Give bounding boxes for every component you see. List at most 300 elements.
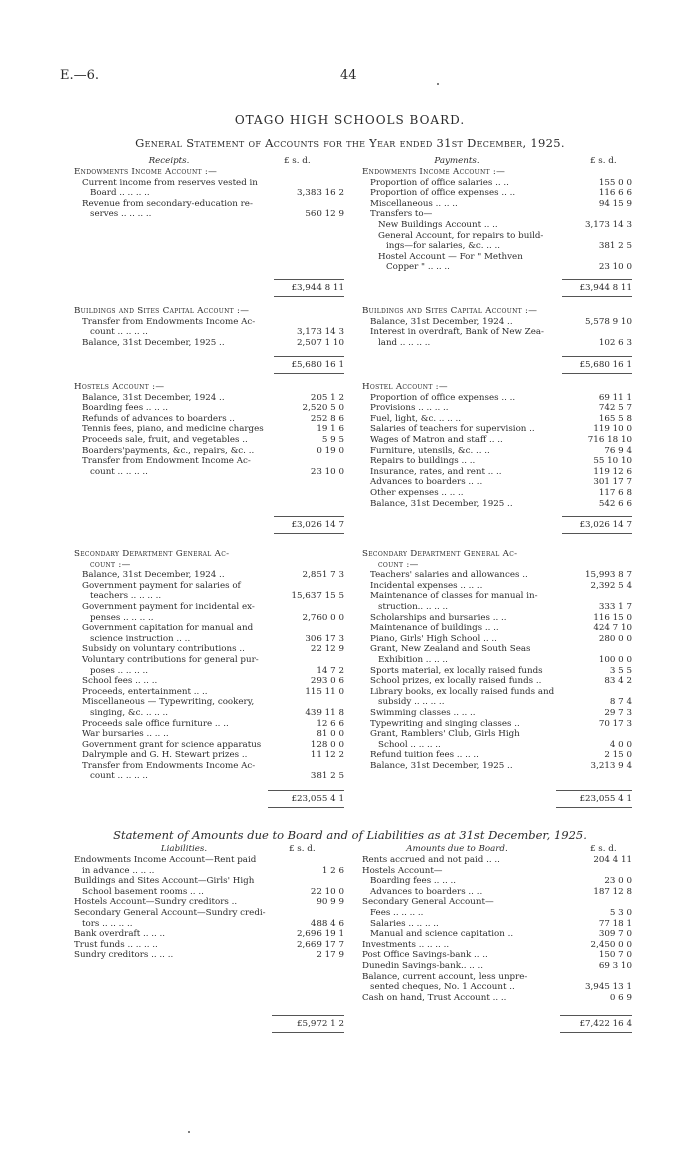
ledger-item-description: Proceeds sale office furniture .. ..	[82, 718, 229, 729]
ledger-row	[74, 687, 344, 698]
ledger-item-description: Sports material, ex locally raised funds	[370, 665, 543, 676]
payments-total-endowments: £3,944 8 11	[562, 279, 632, 297]
ledger-row	[362, 708, 632, 719]
ledger-item-amount: 5 9 5	[321, 434, 344, 445]
ledger-item-amount: 15,637 15 5	[291, 591, 344, 602]
amounts-due-total: £7,422 16 4	[560, 1015, 632, 1033]
ledger-row	[362, 961, 632, 972]
ledger-row	[74, 676, 344, 687]
liabilities-header	[74, 844, 344, 855]
ledger-item-amount: 94 15 9	[598, 198, 632, 209]
ledger-item-amount: 204 4 11	[593, 855, 632, 865]
ledger-item-description: Current income from reserves vested in	[82, 177, 258, 188]
ledger-item-description: poses .. .. .. ..	[90, 665, 148, 676]
ledger-row	[362, 687, 632, 698]
ledger-row	[74, 887, 344, 898]
ledger-item-description: Advances to boarders .. ..	[370, 477, 483, 488]
ledger-item-description: Endowments Income Account :—	[74, 167, 218, 177]
ledger-item-description: Manual and science capitation ..	[370, 929, 514, 940]
ledger-item-description: Balance, 31st December, 1925 ..	[370, 498, 513, 509]
ledger-item-amount: 2,520 5 0	[302, 403, 344, 414]
ledger-item-description: Swimming classes .. .. ..	[370, 707, 476, 718]
payments-hostel	[362, 382, 632, 509]
print-mark	[188, 1131, 190, 1133]
ledger-item-amount: 11 12 2	[310, 750, 344, 761]
page-header	[0, 68, 700, 84]
ledger-item-amount: 119 10 0	[593, 424, 632, 435]
payments-total-buildings: £5,680 16 1	[562, 356, 632, 374]
ledger-item-amount: 306 17 3	[305, 633, 344, 644]
ledger-row	[74, 435, 344, 446]
ledger-item-amount: 542 6 6	[598, 498, 632, 509]
ledger-item-amount: 22 10 0	[310, 886, 344, 897]
ledger-item-amount: 1 2 6	[321, 865, 344, 876]
ledger-row	[362, 167, 632, 178]
ledger-item-description: ings—for salaries, &c. .. ..	[386, 241, 501, 252]
ledger-row	[74, 655, 344, 666]
ledger-row	[74, 456, 344, 467]
ledger-row	[74, 199, 344, 210]
ledger-item-description: Refunds of advances to boarders ..	[82, 413, 235, 424]
ledger-item-amount: 115 11 0	[305, 686, 344, 697]
ledger-item-amount: 69 11 1	[598, 392, 632, 403]
ledger-item-amount: 119 12 6	[593, 466, 632, 477]
ledger-item-description: Salaries .. .. .. ..	[370, 918, 439, 929]
ledger-row	[362, 993, 632, 1004]
ledger-item-description: School .. .. .. ..	[378, 739, 441, 750]
ledger-item-description: Balance, current account, less unpre-	[362, 971, 528, 982]
ledger-row	[74, 424, 344, 435]
ledger-item-description: Scholarships and bursaries .. ..	[370, 612, 507, 623]
ledger-row	[74, 209, 344, 220]
ledger-item-amount: 560 12 9	[305, 209, 344, 220]
ledger-item-description: Typewriting and singing classes ..	[370, 718, 520, 729]
ledger-item-amount: 2,851 7 3	[302, 570, 344, 581]
ledger-item-amount: 3,383 16 2	[297, 188, 344, 199]
ledger-item-amount: 301 17 7	[593, 477, 632, 488]
ledger-item-description: Fees .. .. .. ..	[370, 907, 424, 918]
ledger-item-description: Transfer from Endowments Income Ac-	[82, 316, 256, 327]
print-mark	[437, 83, 439, 85]
ledger-item-description: Proportion of office salaries .. ..	[370, 177, 509, 188]
ledger-item-description: Endowments Income Account :—	[362, 167, 506, 177]
ledger-row	[362, 306, 632, 317]
ledger-item-amount: 4 0 0	[609, 739, 632, 750]
ledger-item-description: Balance, 31st December, 1924 ..	[82, 570, 225, 581]
ledger-row	[74, 644, 344, 655]
ledger-row	[74, 708, 344, 719]
ledger-item-description: War bursaries .. .. ..	[82, 729, 169, 740]
ledger-row	[362, 549, 632, 560]
ledger-item-description: Hostels Account—Sundry creditors ..	[74, 897, 238, 908]
ledger-item-amount: 90 9 9	[316, 897, 344, 908]
ledger-row	[74, 750, 344, 761]
ledger-item-amount: 716 18 10	[587, 434, 632, 445]
ledger-item-description: Teachers' salaries and allowances ..	[370, 570, 528, 581]
ledger-item-amount: 128 0 0	[310, 739, 344, 750]
ledger-row	[362, 560, 632, 571]
ledger-row	[74, 623, 344, 634]
ledger-row	[74, 338, 344, 349]
ledger-row	[362, 644, 632, 655]
ledger-item-description: Grant, Ramblers' Club, Girls High	[370, 729, 520, 740]
receipts-header	[74, 156, 344, 167]
ledger-item-amount: 280 0 0	[598, 633, 632, 644]
ledger-item-description: Grant, New Zealand and South Seas	[370, 644, 531, 655]
ledger-row	[362, 761, 632, 772]
ledger-item-amount: 0 6 9	[609, 992, 632, 1003]
ledger-item-description: Balance, 31st December, 1925 ..	[370, 760, 513, 771]
ledger-row	[362, 972, 632, 983]
ledger-row	[362, 897, 632, 908]
ledger-row	[362, 317, 632, 328]
ledger-item-amount: 23 0 0	[604, 876, 632, 887]
ledger-row	[74, 729, 344, 740]
ledger-item-description: Subsidy on voluntary contributions ..	[82, 644, 245, 655]
ledger-item-description: Government capitation for manual and	[82, 623, 254, 634]
ledger-row	[74, 908, 344, 919]
ledger-item-description: Buildings and Sites Capital Account :—	[362, 306, 538, 316]
ledger-item-description: Endowments Income Account—Rent paid	[74, 855, 257, 865]
ledger-row	[74, 560, 344, 571]
ledger-row	[74, 403, 344, 414]
ledger-item-description: Bank overdraft .. .. ..	[74, 929, 166, 940]
ledger-item-description: Rents accrued and not paid .. ..	[362, 855, 500, 865]
ledger-item-amount: 150 7 0	[598, 950, 632, 961]
ledger-row	[362, 209, 632, 220]
payments-money-header: £ s. d.	[590, 156, 617, 166]
ledger-row	[362, 866, 632, 877]
ledger-item-amount: 2 15 0	[604, 750, 632, 761]
ledger-item-amount: 309 7 0	[598, 929, 632, 940]
ledger-item-amount: 3,173 14 3	[585, 219, 632, 230]
ledger-row	[362, 581, 632, 592]
ledger-row	[362, 623, 632, 634]
ledger-row	[74, 327, 344, 338]
ledger-item-amount: 155 0 0	[598, 177, 632, 188]
ledger-row	[74, 897, 344, 908]
ledger-item-description: School basement rooms .. ..	[82, 886, 204, 897]
ledger-row	[74, 178, 344, 189]
ledger-row	[362, 188, 632, 199]
ledger-row	[362, 908, 632, 919]
receipts-endowments	[74, 167, 344, 220]
ledger-row	[362, 613, 632, 624]
ledger-item-description: count .. .. .. ..	[90, 771, 148, 782]
ledger-item-description: Transfer from Endowments Income Ac-	[82, 760, 256, 771]
ledger-row	[74, 393, 344, 404]
ledger-item-amount: 69 3 10	[598, 960, 632, 971]
ledger-item-description: Refund tuition fees .. .. ..	[370, 750, 479, 761]
ledger-row	[362, 887, 632, 898]
liabilities-statement-title: Statement of Amounts due to Board and of Liabilities as at 31st December, 1925.	[113, 828, 587, 842]
ledger-item-amount: 5 3 0	[609, 907, 632, 918]
payments-endowments	[362, 167, 632, 273]
ledger-item-amount: 76 9 4	[604, 445, 632, 456]
ledger-row	[362, 740, 632, 751]
ledger-item-amount: 116 6 6	[598, 188, 632, 199]
ledger-item-description: Cash on hand, Trust Account .. ..	[362, 992, 507, 1003]
ledger-item-description: singing, &c. .. .. ..	[90, 707, 169, 718]
ledger-row	[362, 929, 632, 940]
receipts-money-header: £ s. d.	[284, 156, 311, 166]
ledger-row	[362, 262, 632, 273]
ledger-item-amount: 3 5 5	[609, 665, 632, 676]
ledger-item-description: Furniture, utensils, &c. .. ..	[370, 445, 490, 456]
ledger-row	[362, 655, 632, 666]
receipts-buildings	[74, 306, 344, 348]
ledger-item-description: Exhibition .. .. ..	[378, 654, 448, 665]
ledger-item-description: Boarding fees .. .. ..	[82, 403, 169, 414]
ledger-row	[362, 591, 632, 602]
ledger-item-amount: 488 4 6	[310, 918, 344, 929]
ledger-item-amount: 2,669 17 7	[297, 939, 344, 950]
ledger-item-description: Dunedin Savings-bank.. .. ..	[362, 960, 484, 971]
ledger-row	[74, 634, 344, 645]
ledger-row	[74, 855, 344, 866]
ledger-item-description: Hostels Account :—	[74, 382, 165, 392]
ledger-row	[74, 771, 344, 782]
ledger-item-description: teachers .. .. .. ..	[90, 591, 162, 602]
ledger-item-description: Proportion of office expenses .. ..	[370, 188, 516, 199]
ledger-item-description: Hostel Account — For " Methven	[378, 251, 523, 262]
ledger-item-description: Tennis fees, piano, and medicine charges	[82, 424, 264, 435]
ledger-item-description: Hostels Account—	[362, 865, 443, 876]
ledger-row	[74, 581, 344, 592]
ledger-item-amount: 187 12 8	[593, 886, 632, 897]
ledger-row	[74, 876, 344, 887]
ledger-item-description: in advance .. .. ..	[82, 865, 155, 876]
ledger-item-amount: 14 7 2	[316, 665, 344, 676]
ledger-item-amount: 5,578 9 10	[585, 316, 632, 327]
ledger-item-description: Boarding fees .. .. ..	[370, 876, 457, 887]
report-code: E.—6.	[60, 68, 100, 83]
ledger-row	[362, 467, 632, 478]
ledger-item-description: School fees .. .. ..	[82, 676, 158, 687]
ledger-row	[362, 403, 632, 414]
ledger-row	[362, 178, 632, 189]
ledger-row	[362, 855, 632, 866]
ledger-item-description: Proceeds sale, fruit, and vegetables ..	[82, 434, 248, 445]
ledger-item-amount: 23 10 0	[310, 466, 344, 477]
statement-subtitle: General Statement of Accounts for the Year ended 31st December, 1925.	[135, 136, 565, 150]
ledger-row	[362, 424, 632, 435]
ledger-item-description: Government payment for salaries of	[82, 580, 241, 591]
ledger-row	[74, 740, 344, 751]
ledger-item-description: Secondary General Account—Sundry credi-	[74, 907, 266, 918]
ledger-item-amount: 2,392 5 4	[590, 580, 632, 591]
ledger-row	[74, 940, 344, 951]
ledger-item-amount: 0 19 0	[316, 445, 344, 456]
ledger-item-amount: 116 15 0	[593, 612, 632, 623]
ledger-row	[74, 929, 344, 940]
ledger-row	[362, 241, 632, 252]
payments-label: Payments.	[434, 156, 480, 166]
ledger-item-amount: 439 11 8	[305, 707, 344, 718]
ledger-row	[362, 697, 632, 708]
ledger-item-amount: 83 4 2	[604, 676, 632, 687]
ledger-item-description: serves .. .. .. ..	[90, 209, 152, 220]
ledger-row	[362, 876, 632, 887]
ledger-row	[362, 719, 632, 730]
ledger-row	[74, 167, 344, 178]
ledger-item-description: subsidy .. .. .. ..	[378, 697, 445, 708]
ledger-item-description: Repairs to buildings .. ..	[370, 456, 476, 467]
ledger-item-amount: 205 1 2	[310, 392, 344, 403]
ledger-row	[362, 327, 632, 338]
ledger-row	[362, 414, 632, 425]
receipts-total-buildings: £5,680 16 1	[274, 356, 344, 374]
payments-buildings	[362, 306, 632, 348]
ledger-item-amount: 100 0 0	[598, 654, 632, 665]
ledger-item-amount: 19 1 6	[316, 424, 344, 435]
ledger-row	[74, 188, 344, 199]
ledger-item-description: Wages of Matron and staff .. ..	[370, 434, 503, 445]
ledger-row	[74, 306, 344, 317]
ledger-item-amount: 23 10 0	[598, 262, 632, 273]
ledger-item-amount: 117 6 8	[598, 487, 632, 498]
ledger-item-amount: 2,507 1 10	[297, 337, 344, 348]
ledger-row	[362, 446, 632, 457]
ledger-item-description: sented cheques, No. 1 Account ..	[370, 982, 515, 993]
amounts-due-money-header: £ s. d.	[590, 844, 617, 854]
ledger-item-amount: 70 17 3	[598, 718, 632, 729]
ledger-row	[74, 866, 344, 877]
ledger-item-amount: 8 7 4	[609, 697, 632, 708]
ledger-row	[74, 414, 344, 425]
ledger-item-description: Incidental expenses .. .. ..	[370, 580, 483, 591]
ledger-item-amount: 22 12 9	[310, 644, 344, 655]
ledger-item-description: Buildings and Sites Account—Girls' High	[74, 876, 255, 887]
ledger-item-description: Government payment for incidental ex-	[82, 601, 255, 612]
ledger-row	[74, 950, 344, 961]
ledger-item-amount: 2,760 0 0	[302, 612, 344, 623]
ledger-row	[362, 477, 632, 488]
ledger-row	[362, 499, 632, 510]
ledger-row	[362, 950, 632, 961]
ledger-item-amount: 293 0 6	[310, 676, 344, 687]
receipts-total-secondary: £23,055 4 1	[268, 790, 344, 808]
ledger-item-amount: 252 8 6	[310, 413, 344, 424]
ledger-row	[74, 697, 344, 708]
ledger-row	[74, 467, 344, 478]
receipts-label: Receipts.	[148, 156, 190, 166]
ledger-row	[362, 456, 632, 467]
ledger-item-description: science instruction .. ..	[90, 633, 191, 644]
ledger-item-description: Secondary Department General Ac-	[74, 549, 230, 559]
ledger-item-description: Buildings and Sites Capital Account :—	[74, 306, 250, 316]
ledger-item-description: count :—	[378, 559, 419, 570]
liabilities-money-header: £ s. d.	[289, 844, 316, 854]
ledger-item-description: Revenue from secondary-education re-	[82, 198, 253, 209]
ledger-row	[74, 613, 344, 624]
ledger-item-description: Hostel Account :—	[362, 382, 448, 392]
amounts-due-list	[362, 855, 632, 1003]
ledger-row	[362, 602, 632, 613]
ledger-row	[362, 199, 632, 210]
ledger-item-description: School prizes, ex locally raised funds ..	[370, 676, 542, 687]
ledger-item-description: Board .. .. .. ..	[90, 188, 150, 199]
ledger-item-amount: 2 17 9	[316, 950, 344, 961]
ledger-item-description: penses .. .. .. ..	[90, 612, 154, 623]
ledger-item-description: Post Office Savings-bank .. ..	[362, 950, 488, 961]
ledger-item-description: Secondary General Account—	[362, 897, 494, 908]
ledger-item-amount: 2,696 19 1	[297, 929, 344, 940]
ledger-item-amount: 3,213 9 4	[590, 760, 632, 771]
document-title: OTAGO HIGH SCHOOLS BOARD.	[234, 113, 466, 127]
ledger-item-amount: 55 10 10	[593, 456, 632, 467]
ledger-item-amount: 742 5 7	[598, 403, 632, 414]
amounts-due-label: Amounts due to Board.	[406, 844, 508, 854]
ledger-item-description: Fuel, light, &c. .. .. ..	[370, 413, 462, 424]
ledger-row	[362, 338, 632, 349]
ledger-row	[74, 666, 344, 677]
ledger-item-amount: 102 6 3	[598, 337, 632, 348]
ledger-row	[362, 676, 632, 687]
payments-secondary	[362, 549, 632, 771]
ledger-item-description: count :—	[90, 559, 131, 570]
page-number: 44	[340, 68, 357, 83]
ledger-item-amount: 3,945 13 1	[585, 982, 632, 993]
ledger-row	[362, 750, 632, 761]
liabilities-list	[74, 855, 344, 961]
ledger-item-description: count .. .. .. ..	[90, 327, 148, 338]
ledger-row	[362, 666, 632, 677]
ledger-item-description: Transfers to—	[370, 209, 433, 220]
ledger-item-amount: 81 0 0	[316, 729, 344, 740]
ledger-item-description: Maintenance of buildings .. ..	[370, 623, 499, 634]
ledger-item-description: Other expenses .. .. ..	[370, 487, 464, 498]
ledger-row	[74, 549, 344, 560]
ledger-item-description: count .. .. .. ..	[90, 466, 148, 477]
ledger-item-description: Voluntary contributions for general pur-	[82, 654, 259, 665]
ledger-item-description: Copper " .. .. ..	[386, 262, 450, 273]
ledger-item-amount: 15,993 8 7	[585, 570, 632, 581]
ledger-row	[362, 393, 632, 404]
ledger-item-amount: 77 18 1	[598, 918, 632, 929]
ledger-item-description: Sundry creditors .. .. ..	[74, 950, 174, 961]
ledger-row	[362, 382, 632, 393]
ledger-item-description: land .. .. .. ..	[378, 337, 431, 348]
ledger-row	[362, 488, 632, 499]
ledger-row	[362, 252, 632, 263]
ledger-item-description: Dalrymple and G. H. Stewart prizes ..	[82, 750, 248, 761]
ledger-row	[362, 570, 632, 581]
ledger-item-amount: 333 1 7	[598, 601, 632, 612]
ledger-item-description: Boarders'payments, &c., repairs, &c. ..	[82, 445, 255, 456]
receipts-total-endowments: £3,944 8 11	[274, 279, 344, 297]
ledger-item-amount: 381 2 5	[598, 241, 632, 252]
ledger-row	[362, 729, 632, 740]
ledger-item-description: Balance, 31st December, 1924 ..	[82, 392, 225, 403]
ledger-row	[74, 719, 344, 730]
ledger-item-description: Proceeds, entertainment .. ..	[82, 686, 208, 697]
ledger-item-description: Advances to boarders .. ..	[370, 886, 483, 897]
ledger-item-description: struction.. .. .. ..	[378, 601, 449, 612]
ledger-item-description: Insurance, rates, and rent .. ..	[370, 466, 502, 477]
receipts-total-hostels: £3,026 14 7	[274, 516, 344, 534]
ledger-item-description: Provisions .. .. .. ..	[370, 403, 449, 414]
ledger-item-description: Proportion of office expenses .. ..	[370, 392, 516, 403]
liabilities-total: £5,972 1 2	[272, 1015, 344, 1033]
ledger-item-amount: 165 5 8	[598, 413, 632, 424]
ledger-row	[74, 919, 344, 930]
payments-total-secondary: £23,055 4 1	[556, 790, 632, 808]
ledger-item-description: Trust funds .. .. .. ..	[74, 939, 158, 950]
ledger-row	[74, 761, 344, 772]
ledger-item-description: Secondary Department General Ac-	[362, 549, 518, 559]
ledger-item-amount: 12 6 6	[316, 718, 344, 729]
